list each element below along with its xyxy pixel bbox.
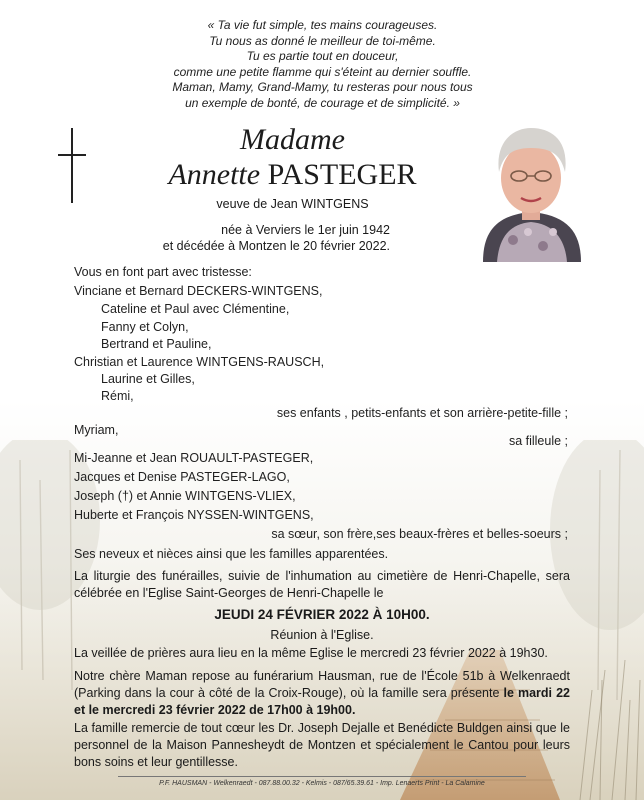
sibling-line: Joseph (†) et Annie WINTGENS-VLIEX, (74, 489, 296, 503)
siblings-role: sa sœur, son frère,ses beaux-frères et belles-soeurs ; (271, 527, 568, 541)
liturgy-paragraph: La liturgie des funérailles, suivie de l'inhumation au cimetière de Henri-Chapelle, sera célébrée en l'Eglise Saint-Georges de Henri-Chapelle le (74, 569, 570, 600)
widow-of: veuve de Jean WINTGENS (216, 197, 369, 211)
intro-line: Vous en font part avec tristesse: (74, 265, 252, 279)
sibling-line: Mi-Jeanne et Jean ROUAULT-PASTEGER, (74, 451, 314, 465)
family-member: Rémi, (101, 389, 134, 403)
poem-line: Tu nous as donné le meilleur de toi-même. (209, 33, 436, 48)
sibling-line: Jacques et Denise PASTEGER-LAGO, (74, 470, 290, 484)
last-name: PASTEGER (267, 158, 417, 191)
extended-family: Ses neveux et nièces ainsi que les familles apparentées. (74, 547, 389, 561)
vigil-paragraph: La veillée de prières aura lieu en la même Eglise le mercredi 23 février 2022 à 19h30. (74, 646, 548, 660)
resting-text: Notre chère Maman repose au funérarium Hausman, rue de l'École 51b à Welkenraedt (Parking dans la cour à côté de la Croix-Rouge), où la famille sera présente (74, 669, 570, 700)
family-member: Cateline et Paul avec Clémentine, (101, 302, 290, 316)
children-role: ses enfants , petits-enfants et son arrière-petite-fille ; (276, 406, 568, 420)
family-head: Christian et Laurence WINTGENS-RAUSCH, (74, 355, 325, 369)
funeral-date: JEUDI 24 FÉVRIER 2022 À 10H00. (214, 607, 430, 622)
sibling-line: Huberte et François NYSSEN-WINTGENS, (74, 508, 314, 522)
family-head: Vinciane et Bernard DECKERS-WINTGENS, (74, 284, 323, 298)
printer-footer: P.F. HAUSMAN - Welkenraedt - 087.88.00.32 - Kelmis - 087/65.39.61 - Imp. Lenaerts Print - La Calamine (159, 780, 485, 787)
honorific: Madame (240, 123, 345, 156)
poem-line: un exemple de bonté, de courage et de simplicité. » (185, 95, 460, 110)
poem-line: comme une petite flamme qui s'éteint au dernier souffle. (173, 64, 472, 79)
visiting-hours: le mardi 22 et le mercredi 23 février 2022 de 17h00 à 19h00. (74, 686, 570, 717)
poem-line: Maman, Mamy, Grand-Mamy, tu resteras pour nous tous (172, 80, 473, 94)
family-member: Fanny et Colyn, (101, 320, 189, 334)
birth-line: née à Verviers le 1er juin 1942 (221, 223, 390, 237)
goddaughter-role: sa filleule ; (508, 434, 568, 448)
thanks-paragraph: La famille remercie de tout cœur les Dr. Joseph Dejalle et Benédicte Buldgen ainsi que le personnel de la Maison Pannesheydt de Montzen et spécialement le Cantou pour leurs bons soins et leur gentillesse. (74, 721, 570, 769)
family-member: Bertrand et Pauline, (101, 337, 212, 351)
footer-divider (118, 776, 526, 777)
death-line: et décédée à Montzen le 20 février 2022. (162, 239, 390, 253)
family-member: Laurine et Gilles, (101, 372, 195, 386)
resting-paragraph (74, 668, 570, 719)
goddaughter-name: Myriam, (74, 423, 119, 437)
poem-line: Tu es partie tout en douceur, (246, 49, 399, 63)
poem-line: « Ta vie fut simple, tes mains courageuses. (207, 18, 438, 32)
meeting-place: Réunion à l'Eglise. (270, 628, 374, 642)
first-name: Annette (168, 158, 261, 191)
